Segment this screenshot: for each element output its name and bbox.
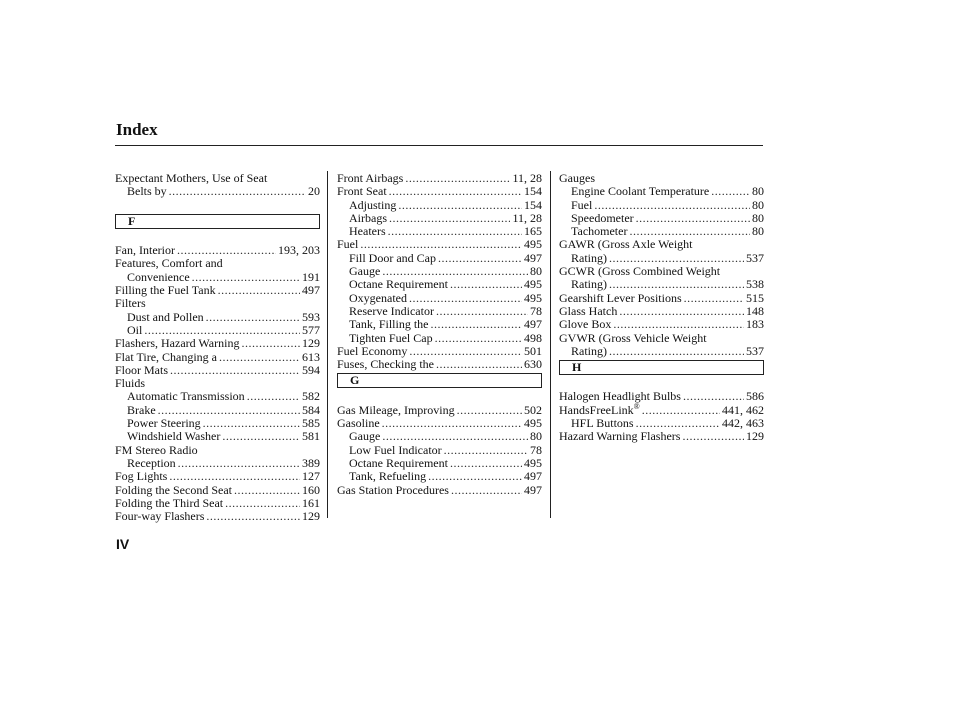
page-ref: 594 (302, 362, 320, 377)
page-title: Index (116, 120, 158, 139)
entry-term: HFL Buttons (571, 416, 634, 431)
dot-leader (234, 484, 300, 497)
page-ref: 537 (746, 250, 764, 265)
index-subentry (115, 457, 320, 470)
index-entry (337, 404, 542, 417)
dot-leader (609, 278, 744, 291)
entry-term: Gauge (349, 264, 381, 279)
index-subentry (337, 318, 542, 331)
page-ref: 495 (524, 455, 542, 470)
dot-leader (177, 244, 276, 257)
dot-leader (444, 444, 528, 457)
index-entry (115, 172, 320, 185)
dot-leader (247, 390, 300, 403)
entry-term: Fan, Interior (115, 243, 175, 258)
dot-leader (169, 470, 300, 483)
index-subentry (559, 212, 764, 225)
entry-term: Octane Requirement (349, 277, 448, 292)
section-header: F (115, 214, 320, 229)
page-ref: 442, 463 (722, 416, 764, 431)
index-entry (115, 484, 320, 497)
page-ref: 160 (302, 482, 320, 497)
dot-leader (206, 510, 300, 523)
page-ref: 165 (524, 224, 542, 239)
entry-term: Engine Coolant Temperature (571, 184, 710, 199)
index-entry (115, 244, 320, 257)
page-ref: 495 (524, 237, 542, 252)
dot-leader (629, 225, 750, 238)
index-column-3 (559, 172, 764, 444)
entry-term: Fuel (337, 237, 359, 252)
page-ref: 495 (524, 416, 542, 431)
page-ref: 515 (746, 290, 764, 305)
index-subentry (559, 185, 764, 198)
entry-term: Front Seat (337, 184, 387, 199)
index-entry (559, 430, 764, 443)
index-entry (559, 332, 764, 345)
index-entry (559, 390, 764, 403)
page-ref: 148 (746, 303, 764, 318)
entry-term: Floor Mats (115, 362, 169, 377)
page-ref: 129 (746, 429, 764, 444)
index-entry (115, 364, 320, 377)
entry-term: Flat Tire, Changing a (115, 349, 218, 364)
section-header: H (559, 360, 764, 375)
entry-term: Fog Lights (115, 469, 168, 484)
column-divider-2 (550, 171, 551, 518)
entry-term: Oil (127, 322, 143, 337)
dot-leader (409, 345, 522, 358)
page-ref: 389 (302, 455, 320, 470)
dot-leader (451, 484, 522, 497)
dot-leader (609, 252, 744, 265)
entry-term: Belts by (127, 184, 167, 199)
page-ref: 584 (302, 402, 320, 417)
dot-leader (158, 404, 300, 417)
entry-term: Speedometer (571, 210, 634, 225)
index-entry (115, 351, 320, 364)
index-entry (115, 337, 320, 350)
index-entry (115, 257, 320, 270)
page-number: IV (116, 536, 130, 552)
entry-term: Tank, Filling the (349, 317, 429, 332)
dot-leader (192, 271, 300, 284)
page-ref: 78 (530, 442, 542, 457)
index-subentry (337, 212, 542, 225)
dot-leader (428, 470, 522, 483)
page-ref: 441, 462 (722, 402, 764, 417)
page-ref: 80 (530, 429, 542, 444)
dot-leader (450, 457, 522, 470)
page-ref: 20 (308, 184, 320, 199)
index-subentry (115, 430, 320, 443)
index-subentry (115, 311, 320, 324)
index-entry (337, 238, 542, 251)
page-ref: 497 (524, 250, 542, 265)
dot-leader (431, 318, 523, 331)
dot-leader (711, 185, 750, 198)
dot-leader (683, 390, 744, 403)
index-entry (559, 318, 764, 331)
index-subentry (337, 430, 542, 443)
column-divider-1 (327, 171, 328, 518)
index-subentry (115, 185, 320, 198)
entry-term: Octane Requirement (349, 455, 448, 470)
entry-term: Tank, Refueling (349, 469, 427, 484)
page-ref: 577 (302, 322, 320, 337)
page-ref: 582 (302, 389, 320, 404)
dot-leader (382, 430, 528, 443)
entry-term: Features, Comfort and (115, 256, 223, 271)
index-entry (337, 417, 542, 430)
entry-term: Flashers, Hazard Warning (115, 336, 240, 351)
index-subentry (337, 457, 542, 470)
index-entry (337, 345, 542, 358)
entry-term: Gearshift Lever Positions (559, 290, 682, 305)
dot-leader (450, 278, 522, 291)
spacer (115, 199, 320, 212)
index-subentry (337, 252, 542, 265)
index-entry (337, 185, 542, 198)
index-subentry (559, 199, 764, 212)
dot-leader (457, 404, 522, 417)
page-ref: 80 (752, 210, 764, 225)
entry-term: GVWR (Gross Vehicle Weight (559, 330, 707, 345)
dot-leader (613, 318, 744, 331)
entry-term: Hazard Warning Flashers (559, 429, 681, 444)
entry-term: Gas Mileage, Improving (337, 402, 455, 417)
entry-term: Heaters (349, 224, 386, 239)
index-subentry (337, 444, 542, 457)
index-entry (337, 172, 542, 185)
index-entry (559, 238, 764, 251)
dot-leader (609, 345, 744, 358)
entry-term: GCWR (Gross Combined Weight (559, 264, 721, 279)
entry-term: Glove Box (559, 317, 612, 332)
dot-leader (435, 332, 522, 345)
page-ref: 497 (524, 317, 542, 332)
page-ref: 80 (752, 184, 764, 199)
dot-leader (389, 212, 510, 225)
entry-term: Folding the Second Seat (115, 482, 232, 497)
index-entry (115, 510, 320, 523)
dot-leader (225, 497, 300, 510)
index-entry (559, 292, 764, 305)
index-subentry (115, 390, 320, 403)
page-ref: 613 (302, 349, 320, 364)
index-entry (559, 401, 764, 417)
dot-leader (382, 417, 522, 430)
page-ref: 586 (746, 389, 764, 404)
page-ref: 495 (524, 290, 542, 305)
index-subentry (115, 271, 320, 284)
dot-leader (170, 364, 300, 377)
index-subentry (115, 404, 320, 417)
dot-leader (642, 404, 720, 417)
page-ref: 581 (302, 429, 320, 444)
entry-term: Adjusting (349, 197, 397, 212)
dot-leader (169, 185, 306, 198)
entry-term: Expectant Mothers, Use of Seat (115, 171, 268, 185)
section-header: G (337, 373, 542, 388)
dot-leader (409, 292, 522, 305)
page-ref: 80 (752, 224, 764, 239)
index-column-2 (337, 172, 542, 497)
entry-term: Reception (127, 455, 176, 470)
dot-leader (360, 238, 522, 251)
page-ref: 497 (302, 283, 320, 298)
index-subentry (337, 305, 542, 318)
dot-leader (241, 337, 300, 350)
index-subentry (337, 292, 542, 305)
dot-leader (636, 212, 750, 225)
dot-leader (382, 265, 528, 278)
entry-term: Filters (115, 296, 146, 311)
entry-term: Fuel (571, 197, 593, 212)
entry-term: Fluids (115, 376, 146, 391)
entry-term: Gauge (349, 429, 381, 444)
dot-leader (619, 305, 744, 318)
dot-leader (405, 172, 510, 185)
page-ref: 183 (746, 317, 764, 332)
page-ref: 497 (524, 482, 542, 497)
entry-term: Oxygenated (349, 290, 407, 305)
index-subentry (337, 278, 542, 291)
index-entry (337, 358, 542, 371)
page-ref: 127 (302, 469, 320, 484)
page-ref: 630 (524, 357, 542, 372)
index-entry (115, 284, 320, 297)
registered-mark: ® (633, 401, 640, 411)
index-subentry (115, 324, 320, 337)
dot-leader (436, 305, 528, 318)
entry-term: Low Fuel Indicator (349, 442, 442, 457)
page-ref: 161 (302, 495, 320, 510)
entry-term: Gas Station Procedures (337, 482, 449, 497)
entry-term: Gasoline (337, 416, 380, 431)
entry-term: HandsFreeLink® (559, 401, 640, 417)
entry-term: Tachometer (571, 224, 628, 239)
index-subentry (559, 278, 764, 291)
page-ref: 129 (302, 336, 320, 351)
entry-term: Fuel Economy (337, 343, 408, 358)
index-subentry (559, 252, 764, 265)
index-entry (115, 377, 320, 390)
index-entry (115, 470, 320, 483)
page-ref: 80 (530, 264, 542, 279)
entry-term: Four-way Flashers (115, 509, 205, 524)
dot-leader (218, 284, 300, 297)
page-ref: 193, 203 (278, 243, 320, 258)
entry-term: Rating) (571, 250, 607, 265)
dot-leader (222, 430, 300, 443)
entry-term: Front Airbags (337, 171, 404, 185)
dot-leader (438, 252, 522, 265)
entry-term: Fuses, Checking the (337, 357, 434, 372)
dot-leader (219, 351, 300, 364)
dot-leader (636, 417, 720, 430)
entry-term: Rating) (571, 343, 607, 358)
spacer (115, 231, 320, 244)
spacer (559, 377, 764, 390)
index-subentry (337, 199, 542, 212)
index-entry (559, 172, 764, 185)
entry-term: Halogen Headlight Bulbs (559, 389, 681, 404)
index-subentry (559, 225, 764, 238)
entry-term: FM Stereo Radio (115, 442, 198, 457)
entry-term: Brake (127, 402, 156, 417)
dot-leader (178, 457, 300, 470)
dot-leader (436, 358, 522, 371)
index-entry (115, 497, 320, 510)
entry-term: Windshield Washer (127, 429, 221, 444)
page-ref: 154 (524, 184, 542, 199)
index-subentry (115, 417, 320, 430)
page-ref: 154 (524, 197, 542, 212)
entry-term: Filling the Fuel Tank (115, 283, 216, 298)
index-subentry (337, 470, 542, 483)
page-ref: 495 (524, 277, 542, 292)
index-column-1 (115, 172, 320, 523)
index-entry (337, 484, 542, 497)
index-entry (559, 305, 764, 318)
entry-term: Rating) (571, 277, 607, 292)
index-subentry (337, 332, 542, 345)
entry-term: Airbags (349, 210, 387, 225)
dot-leader (594, 199, 750, 212)
page-ref: 585 (302, 416, 320, 431)
index-entry (115, 297, 320, 310)
page-ref: 538 (746, 277, 764, 292)
index-entry (559, 265, 764, 278)
index-entry (115, 444, 320, 457)
entry-term: Convenience (127, 269, 190, 284)
page-ref: 78 (530, 303, 542, 318)
page-ref: 497 (524, 469, 542, 484)
entry-term: Dust and Pollen (127, 309, 204, 324)
index-subentry (559, 345, 764, 358)
dot-leader (398, 199, 522, 212)
spacer (337, 390, 542, 403)
dot-leader (389, 185, 522, 198)
entry-term: Tighten Fuel Cap (349, 330, 433, 345)
entry-term: GAWR (Gross Axle Weight (559, 237, 693, 252)
page-ref: 129 (302, 509, 320, 524)
title-rule (115, 145, 763, 146)
dot-leader (206, 311, 300, 324)
page-ref: 498 (524, 330, 542, 345)
entry-term: Fill Door and Cap (349, 250, 436, 265)
page-ref: 80 (752, 197, 764, 212)
dot-leader (203, 417, 300, 430)
page-ref: 501 (524, 343, 542, 358)
dot-leader (682, 430, 744, 443)
page-ref: 11, 28 (512, 210, 542, 225)
page-ref: 191 (302, 269, 320, 284)
index-subentry (337, 225, 542, 238)
entry-term: Reserve Indicator (349, 303, 434, 318)
page-ref: 502 (524, 402, 542, 417)
index-subentry (337, 265, 542, 278)
entry-term: Automatic Transmission (127, 389, 245, 404)
page-ref: 593 (302, 309, 320, 324)
dot-leader (388, 225, 522, 238)
entry-term: Folding the Third Seat (115, 495, 224, 510)
page-ref: 11, 28 (512, 171, 542, 185)
dot-leader (144, 324, 300, 337)
entry-term: Gauges (559, 171, 595, 185)
entry-term: Power Steering (127, 416, 201, 431)
index-subentry (559, 417, 764, 430)
entry-term: Glass Hatch (559, 303, 618, 318)
page-ref: 537 (746, 343, 764, 358)
dot-leader (684, 292, 744, 305)
